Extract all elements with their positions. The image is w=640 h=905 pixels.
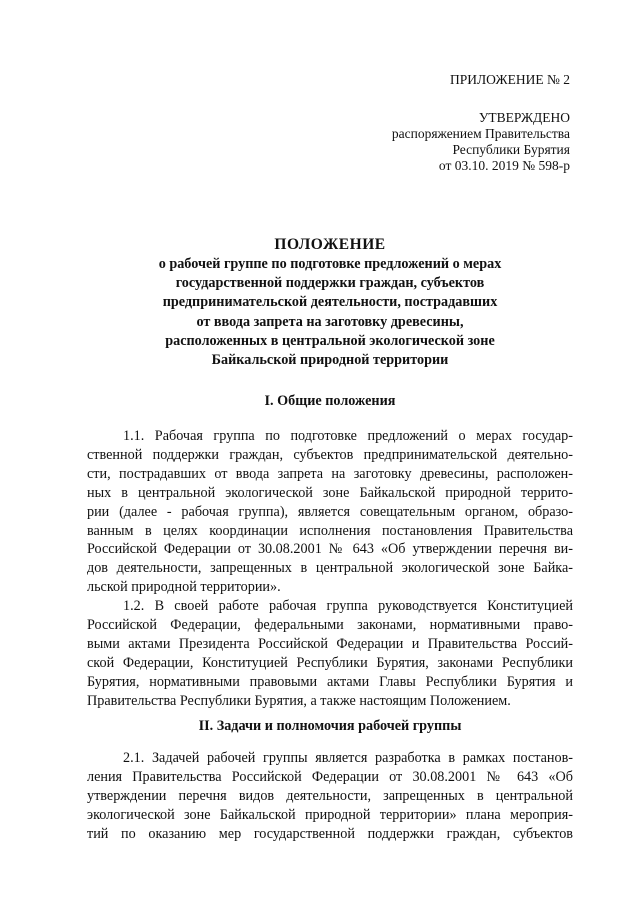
paragraph-line: дов деятельности, запрещенных в центральной экологической зоне Байка- (87, 560, 573, 577)
paragraph-line: рии (далее - рабочая группа), является совещательным органом, образо- (87, 503, 573, 520)
paragraph-line: сти, пострадавших от ввода запрета на заготовку древесины, расположен- (87, 465, 573, 482)
paragraph-line: 1.2. В своей работе рабочая группа руководствуется Конституцией (123, 598, 573, 615)
section-heading-general: I. Общие положения (264, 393, 396, 409)
paragraph-line: ления Правительства Российской Федерации от 30.08.2001 № 643 «Об (87, 768, 573, 785)
approval-block (392, 110, 570, 174)
document-title-block (80, 235, 580, 370)
paragraph-line: экологической зоне Байкальской природной территории» плана мероприя- (87, 806, 573, 823)
paragraph-line: Правительства Республики Бурятия, а также настоящим Положением. (87, 692, 511, 709)
subtitle-line: предпринимательской деятельности, пострадавших (162, 294, 498, 311)
subtitle-line: государственной поддержки граждан, субъектов (175, 275, 485, 292)
section-general-body (87, 427, 573, 711)
paragraph-line: ской Федерации, Конституцией Республики Бурятия, законами Республики (87, 654, 573, 671)
paragraph-line: 2.1. Задачей рабочей группы является разработка в рамках постанов- (123, 750, 573, 766)
paragraph-line: Бурятия, нормативными правовыми актами Главы Республики Бурятия и (87, 673, 573, 690)
appendix-label: ПРИЛОЖЕНИЕ № 2 (449, 72, 570, 87)
paragraph-line: ственной поддержки граждан, субъектов предпринимательской деятельно- (87, 446, 573, 463)
paragraph-line: ных в центральной экологической зоне Байкальской природной террито- (87, 484, 573, 501)
paragraph-line: тий по оказанию мер государственной поддержки граждан, субъектов (87, 825, 573, 842)
paragraph-line: 1.1. Рабочая группа по подготовке предложений о мерах государ- (123, 428, 573, 444)
paragraph-line: Российской Федерации от 30.08.2001 № 643 «Об утверждении перечня ви- (87, 541, 573, 558)
subtitle-line: от ввода запрета на заготовку древесины, (196, 313, 464, 330)
approval-date-number: от 03.10. 2019 № 598-р (438, 158, 570, 173)
paragraph-line: утверждении перечня видов деятельности, запрещенных в центральной (87, 787, 573, 804)
subtitle-line: Байкальской природной территории (211, 352, 449, 369)
approval-region: Республики Бурятия (452, 142, 570, 157)
approval-issuer: распоряжением Правительства (391, 126, 570, 141)
paragraph-line: льской природной территории». (87, 579, 281, 596)
section-heading-tasks: II. Задачи и полномочия рабочей группы (198, 718, 462, 734)
paragraph-line: выми актами Президента Российской Федерации и Правительства Россий- (87, 635, 573, 652)
document-title: ПОЛОЖЕНИЕ (274, 236, 386, 253)
approval-stamp: УТВЕРЖДЕНО (478, 110, 570, 125)
paragraph-line: ванным в целях координации исполнения постановления Правительства (87, 522, 573, 539)
document-subtitle (80, 255, 580, 370)
subtitle-line: о рабочей группе по подготовке предложений о мерах (158, 256, 502, 272)
subtitle-line: расположенных в центральной экологической зоне (165, 332, 495, 349)
section-tasks-body (87, 749, 573, 844)
paragraph-line: Российской Федерации, федеральными законами, нормативными право- (87, 617, 573, 634)
